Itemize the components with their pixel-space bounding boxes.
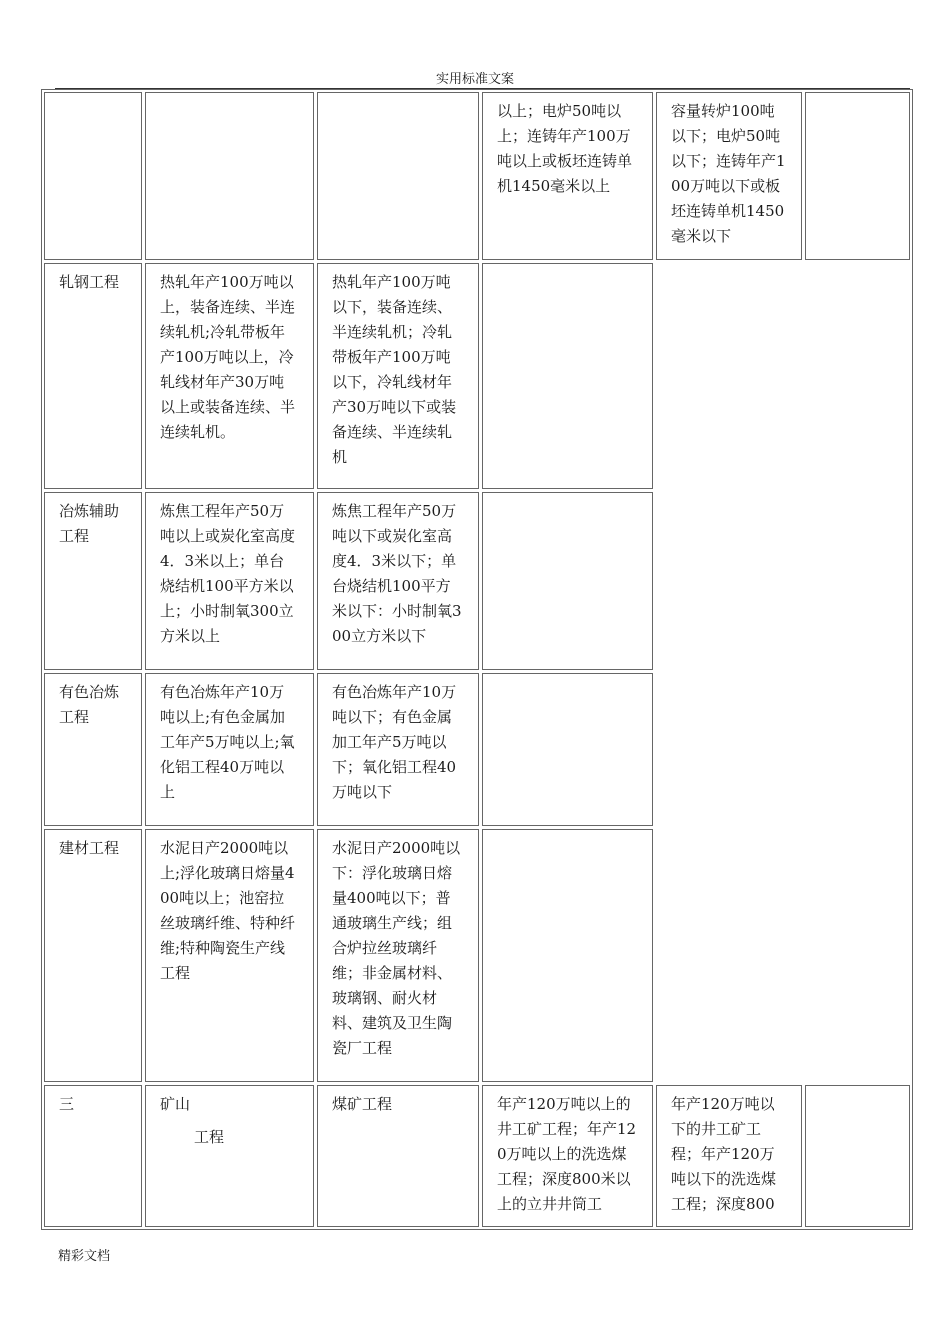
table-cell: 冶炼辅助工程 <box>44 492 142 670</box>
table-cell: 水泥日产2000吨以上;浮化玻璃日熔量400吨以上；池窑拉丝玻璃纤维、特种纤维;特种陶瓷生产线工程 <box>145 829 314 1082</box>
table-cell <box>44 92 142 260</box>
table-cell: 建材工程 <box>44 829 142 1082</box>
table-cell: 有色冶炼工程 <box>44 673 142 826</box>
table-cell <box>145 92 314 260</box>
table-cell: 煤矿工程 <box>317 1085 479 1227</box>
table-cell <box>482 263 653 489</box>
table-cell: 三 <box>44 1085 142 1227</box>
page-header: 实用标准文案 <box>435 72 514 87</box>
table-cell <box>317 92 479 260</box>
table-cell: 容量转炉100吨以下；电炉50吨以下；连铸年产100万吨以下或板坯连铸单机1450毫米以下 <box>656 92 802 260</box>
page-footer: 精彩文档 <box>58 1249 111 1264</box>
table-cell: 年产120万吨以下的井工矿工程；年产120万吨以下的洗选煤工程；深度800 <box>656 1085 802 1227</box>
table-cell: 热轧年产100万吨以上，装备连续、半连续轧机;冷轧带板年产100万吨以上，冷轧线材年产30万吨以上或装备连续、半连续轧机。 <box>145 263 314 489</box>
table-cell: 炼焦工程年产50万吨以上或炭化室高度4．3米以上；单台烧结机100平方米以上；小时制氧300立方米以上 <box>145 492 314 670</box>
category-label: 矿山 <box>160 1095 191 1113</box>
table-cell <box>482 673 653 826</box>
table-cell <box>482 492 653 670</box>
table-cell <box>805 1085 910 1227</box>
table-cell: 有色冶炼年产10万吨以下；有色金属加工年产5万吨以下；氧化铝工程40万吨以下 <box>317 673 479 826</box>
category-label-cont: 工程 <box>194 1128 225 1146</box>
table-cell: 以上；电炉50吨以上；连铸年产100万吨以上或板坯连铸单机1450毫米以上 <box>482 92 653 260</box>
table-cell: 热轧年产100万吨以下，装备连续、半连续轧机；冷轧带板年产100万吨以下，冷轧线材年产30万吨以下或装备连续、半连续轧机 <box>317 263 479 489</box>
table-cell: 轧钢工程 <box>44 263 142 489</box>
table-cell <box>482 829 653 1082</box>
table-cell <box>145 1085 314 1227</box>
table-cell: 水泥日产2000吨以下：浮化玻璃日熔量400吨以下；普通玻璃生产线；组合炉拉丝玻璃纤维；非金属材料、玻璃钢、耐火材料、建筑及卫生陶瓷厂工程 <box>317 829 479 1082</box>
table-cell <box>805 92 910 260</box>
table-cell: 炼焦工程年产50万吨以下或炭化室高度4．3米以下；单台烧结机100平方米以下：小时制氧300立方米以下 <box>317 492 479 670</box>
table-cell: 年产120万吨以上的井工矿工程；年产120万吨以上的洗选煤工程；深度800米以上的立井井筒工 <box>482 1085 653 1227</box>
table-cell: 有色冶炼年产10万吨以上;有色金属加工年产5万吨以上;氧化铝工程40万吨以上 <box>145 673 314 826</box>
